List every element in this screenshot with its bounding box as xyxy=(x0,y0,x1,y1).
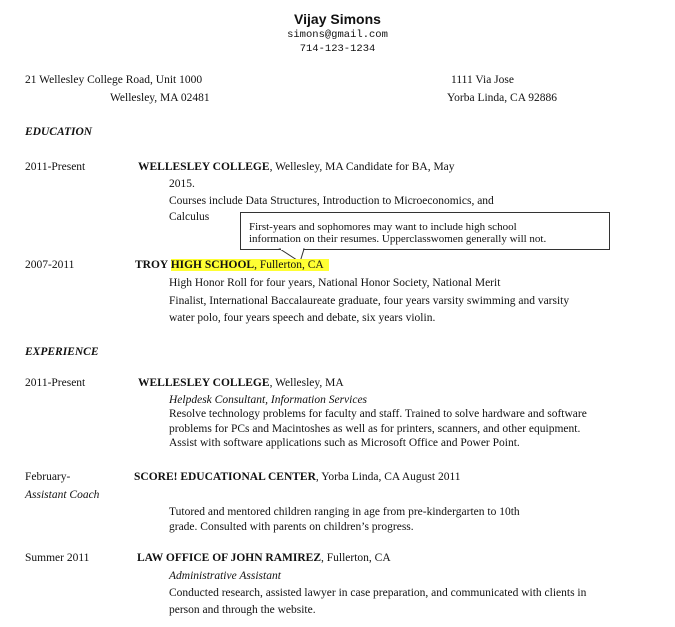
edu1-date: 2011-Present xyxy=(25,161,86,173)
edu2-line3: water polo, four years speech and debate, six years violin. xyxy=(169,312,436,324)
job3-heading xyxy=(137,552,391,564)
callout-line2: information on their resumes. Upperclasswomen generally will not. xyxy=(249,233,547,245)
edu2-highlight xyxy=(171,259,329,271)
edu2-org-b: HIGH SCHOOL xyxy=(170,259,255,271)
edu2-line1: High Honor Roll for four years, National Honor Society, National Merit xyxy=(169,277,501,289)
edu2-date: 2007-2011 xyxy=(25,259,75,271)
job2-date: February- xyxy=(25,471,71,483)
job2-org: SCORE! EDUCATIONAL CENTER xyxy=(134,471,316,483)
job1-date: 2011-Present xyxy=(25,377,86,389)
contact-email: simons@gmail.com xyxy=(287,29,388,41)
edu1-cont: 2015. xyxy=(169,178,195,190)
job1-role: Helpdesk Consultant, Information Services xyxy=(169,394,368,406)
job2-heading xyxy=(134,471,461,483)
resume-name: Vijay Simons xyxy=(294,11,381,27)
edu1-courses-cut: Calculus xyxy=(169,211,210,223)
address-right-line2: Yorba Linda, CA 92886 xyxy=(447,92,558,104)
edu1-detail: , Wellesley, MA Candidate for BA, May xyxy=(269,161,455,173)
job3-date: Summer 2011 xyxy=(25,552,90,564)
job1-line1: Resolve technology problems for faculty and staff. Trained to solve hardware and software xyxy=(169,408,587,420)
job3-line1: Conducted research, assisted lawyer in case preparation, and communicated with clients in xyxy=(169,587,587,599)
edu1-heading xyxy=(138,161,455,173)
edu2-detail: , Fullerton, CA xyxy=(254,259,324,271)
job1-org: WELLESLEY COLLEGE xyxy=(138,377,270,389)
job2-line2: grade. Consulted with parents on children’s progress. xyxy=(169,521,414,533)
job2-detail: , Yorba Linda, CA August 2011 xyxy=(315,471,461,483)
edu2-line2: Finalist, International Baccalaureate graduate, four years varsity swimming and varsity xyxy=(169,295,570,307)
job1-heading xyxy=(138,377,344,389)
address-left-line2: Wellesley, MA 02481 xyxy=(110,92,210,104)
address-left-line1: 21 Wellesley College Road, Unit 1000 xyxy=(25,74,203,86)
comment-callout xyxy=(240,212,610,250)
job3-line2: person and through the website. xyxy=(169,604,316,616)
edu1-org: WELLESLEY COLLEGE xyxy=(138,161,270,173)
job1-line2: problems for PCs and Macintoshes as well as for printers, scanners, and other equipment. xyxy=(169,423,581,435)
education-heading: EDUCATION xyxy=(25,126,93,138)
experience-heading: EXPERIENCE xyxy=(25,346,99,358)
address-right-line1: 1111 Via Jose xyxy=(451,74,514,86)
edu2-org-a: TROY xyxy=(135,259,171,271)
contact-phone: 714-123-1234 xyxy=(299,43,376,55)
edu1-courses: Courses include Data Structures, Introduction to Microeconomics, and xyxy=(169,195,494,207)
job3-detail: , Fullerton, CA xyxy=(321,552,391,564)
job2-line1: Tutored and mentored children ranging in age from pre-kindergarten to 10th xyxy=(169,506,520,518)
job2-role: Assistant Coach xyxy=(25,489,100,501)
job1-line3: Assist with software applications such as Microsoft Office and Power Point. xyxy=(169,437,520,449)
job1-detail: , Wellesley, MA xyxy=(269,377,344,389)
edu2-heading xyxy=(135,259,329,271)
job3-org: LAW OFFICE OF JOHN RAMIREZ xyxy=(137,552,322,564)
callout-line1: First-years and sophomores may want to include high school xyxy=(249,221,517,233)
job3-role: Administrative Assistant xyxy=(169,570,281,582)
